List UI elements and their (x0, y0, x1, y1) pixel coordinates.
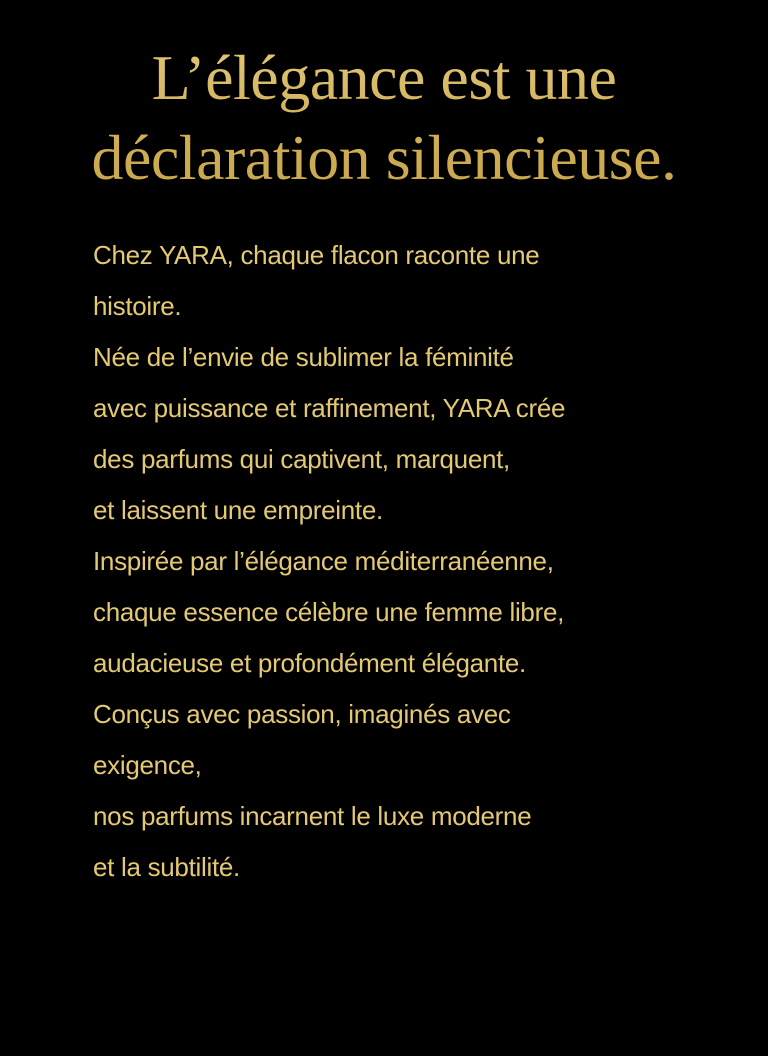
body-line: des parfums qui captivent, marquent, (93, 444, 510, 474)
body-line: exigence, (93, 750, 202, 780)
body-line: Conçus avec passion, imaginés avec (93, 699, 511, 729)
body-line: histoire. (93, 291, 182, 321)
body-line: avec puissance et raffinement, YARA crée (93, 393, 566, 423)
body-line: chaque essence célèbre une femme libre, (93, 597, 565, 627)
body-line: et laissent une empreinte. (93, 495, 383, 525)
title-line-2: déclaration silencieuse. (91, 122, 677, 193)
brand-story-paragraph (93, 230, 733, 893)
page-title (0, 38, 768, 198)
body-line: Née de l’envie de sublimer la féminité (93, 342, 514, 372)
body-line: audacieuse et profondément élégante. (93, 648, 526, 678)
body-line: nos parfums incarnent le luxe moderne (93, 801, 532, 831)
body-line: Inspirée par l’élégance méditerranéenne, (93, 546, 554, 576)
title-line-1: L’élégance est une (151, 42, 617, 113)
body-line: Chez YARA, chaque flacon raconte une (93, 240, 540, 270)
body-line: et la subtilité. (93, 852, 240, 882)
